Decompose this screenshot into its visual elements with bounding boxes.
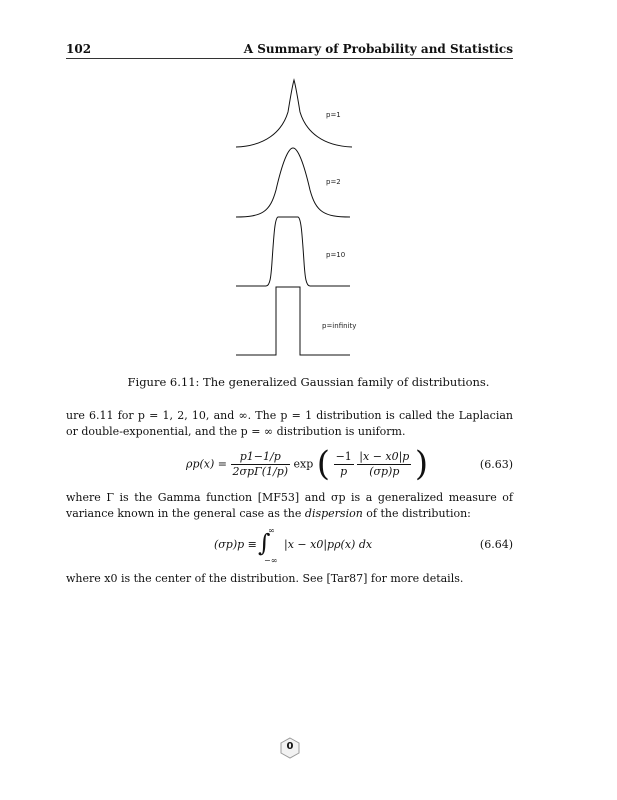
eq663-frac3-num: |x − x0|p: [359, 449, 410, 463]
eq664-integrand: |x − x0|pρ(x) dx: [284, 538, 373, 551]
header-rule: [66, 58, 513, 59]
plot-p2-label: p=2: [326, 178, 341, 186]
running-title: A Summary of Probability and Statistics: [243, 42, 513, 56]
eq663-rparen: ): [414, 444, 429, 484]
eq663-frac1-den: 2σpΓ(1/p): [232, 464, 289, 478]
eq663-exp: exp: [293, 457, 314, 471]
eq664-lower: −∞: [264, 556, 278, 565]
figure-6-11: [220, 72, 380, 362]
plot-pinf-curve: [236, 287, 350, 355]
paragraph-2: [66, 490, 513, 522]
eq663-frac1: [231, 450, 291, 479]
page-badge: [279, 737, 301, 759]
paragraph-2-text-b: of the distribution:: [362, 507, 471, 520]
eq663-lhs: ρp(x) =: [186, 457, 228, 471]
paragraph-2-text-a: where Γ is the Gamma function [MF53] and σp is a generalized measure of variance known in the general case as the: [66, 491, 513, 520]
plot-p1-label: p=1: [326, 111, 341, 119]
eq663-frac2-den: p: [340, 464, 348, 478]
paragraph-1: ure 6.11 for p = 1, 2, 10, and ∞. The p = 1 distribution is called the Laplacian or double-exponential, and the p = ∞ distribution is uniform.: [66, 409, 513, 438]
eq663-frac1-num: p1−1/p: [231, 450, 291, 465]
page-badge-number: 0: [286, 741, 294, 752]
page-number: 102: [66, 42, 92, 56]
running-header: [66, 42, 513, 58]
paragraph-2-emph: dispersion: [304, 507, 363, 520]
figure-caption: Figure 6.11: The generalized Gaussian family of distributions.: [127, 375, 490, 389]
eq663-frac3-den: (σp)p: [369, 464, 400, 478]
equation-6-64: [66, 528, 513, 564]
paragraph-3: where x0 is the center of the distribution. See [Tar87] for more details.: [66, 572, 464, 585]
eq664-integral: ∫: [258, 529, 271, 557]
eq663-number: (6.63): [479, 458, 513, 471]
eq663-frac2-num: −1: [335, 449, 352, 463]
eq664-lhs: (σp)p ≡: [214, 538, 257, 551]
plot-pinf-label: p=infinity: [322, 322, 357, 330]
plot-p10-label: p=10: [326, 251, 346, 259]
eq664-upper: ∞: [268, 526, 275, 535]
eq663-frac3: [357, 450, 411, 479]
eq663-frac2: [334, 450, 354, 479]
eq664-number: (6.64): [479, 538, 513, 551]
figure-plots: [220, 72, 380, 362]
equation-6-63: [66, 444, 513, 487]
eq663-lparen: (: [316, 444, 331, 484]
